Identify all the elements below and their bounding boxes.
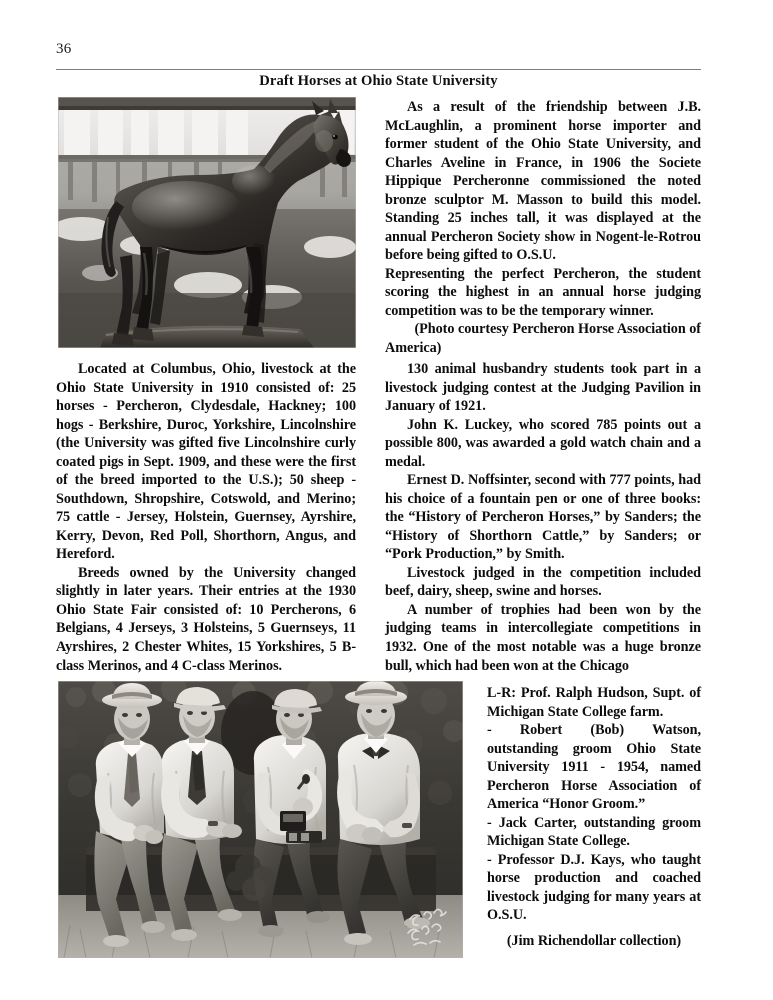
paragraph: As a result of the friendship between J.B. McLaughlin, a prominent horse importer and former student of the Ohio State University, and Charles Aveline in France, in 1906 the Societe Hippique Percheronne commissioned the noted bronze sculptor M. Masson to build this model. Standing 25 inches tall, it was displayed at the annual Percheron Society show in Nogent-le-Rotrou before being gifted to O.S.U. (385, 99, 701, 264)
photo-caption-text (487, 684, 701, 925)
paragraph: Representing the perfect Percheron, the student scoring the highest in an annual horse judging competition was to be the temporary winner. (385, 265, 701, 319)
paragraph: Ernest D. Noffsinter, second with 777 points, had his choice of a fountain pen or one of three books: the “History of Percheron Horses,” by Sanders; the “History of Shorthorn Cattle,” by Sanders; or “Pork Production,” by Smith. (385, 472, 701, 563)
header-rule (56, 69, 701, 70)
credit-line: (Jim Richendollar collection) (506, 933, 682, 949)
paragraph: John K. Luckey, who scored 785 points out a possible 800, was awarded a gold watch chain and a medal. (385, 416, 701, 470)
page-title: Draft Horses at Ohio State University (259, 73, 498, 89)
page-number: 36 (56, 41, 72, 57)
left-column-text (56, 360, 356, 675)
photo-credit: (Photo courtesy Percheron Horse Association of America) (385, 321, 701, 356)
caption-line: L-R: Prof. Ralph Hudson, Supt. of Michigan State College farm. (487, 685, 701, 720)
right-column-middle-text (385, 360, 701, 675)
photo-collection-credit (487, 932, 701, 951)
paragraph: 130 animal husbandry students took part in a livestock judging contest at the Judging Pavilion in January of 1921. (385, 361, 701, 415)
bronze-percheron-statue-photo (58, 97, 356, 348)
right-column-top-text (385, 98, 701, 357)
paragraph: Breeds owned by the University changed slightly in later years. Their entries at the 1930 Ohio State Fair consisted of: 10 Percherons, 6 Belgians, 4 Jerseys, 3 Holsteins, 5 Guernseys, 11 Ayrshires, 2 Chester Whites, 15 Yorkshires, 5 B-class Merinos, and 4 C-class Merinos. (56, 564, 356, 674)
four-horsemen-on-bench-photo (58, 681, 463, 958)
caption-line: - Professor D.J. Kays, who taught horse production and coached livestock judging for many years at O.S.U. (487, 851, 701, 924)
caption-line: - Robert (Bob) Watson, outstanding groom Ohio State University 1911 - 1954, named Percheron Horse Association of America “Honor Groom.” (487, 722, 701, 813)
paragraph: Located at Columbus, Ohio, livestock at the Ohio State University in 1910 consisted of: 25 horses - Percheron, Clydesdale, Hackney; 100 hogs - Berkshire, Duroc, Yorkshire, Lincolnshire (the University was gifted five Lincolnshire curly coated pigs in Sept. 1909, and these were the first of the breed imported to the U.S.); 50 sheep - Southdown, Shropshire, Cotswold, and Merino; 75 cattle - Jersey, Holstein, Guernsey, Ayrshire, Kerry, Devon, Red Poll, Shorthorn, Angus, and Hereford. (56, 361, 356, 563)
paragraph: Livestock judged in the competition included beef, dairy, sheep, swine and horses. (385, 564, 701, 600)
paragraph: A number of trophies had been won by the judging teams in intercollegiate competitions in 1932. One of the most notable was a huge bronze bull, which had been won at the Chicago (385, 601, 701, 674)
caption-line: - Jack Carter, outstanding groom Michigan State College. (487, 814, 701, 850)
